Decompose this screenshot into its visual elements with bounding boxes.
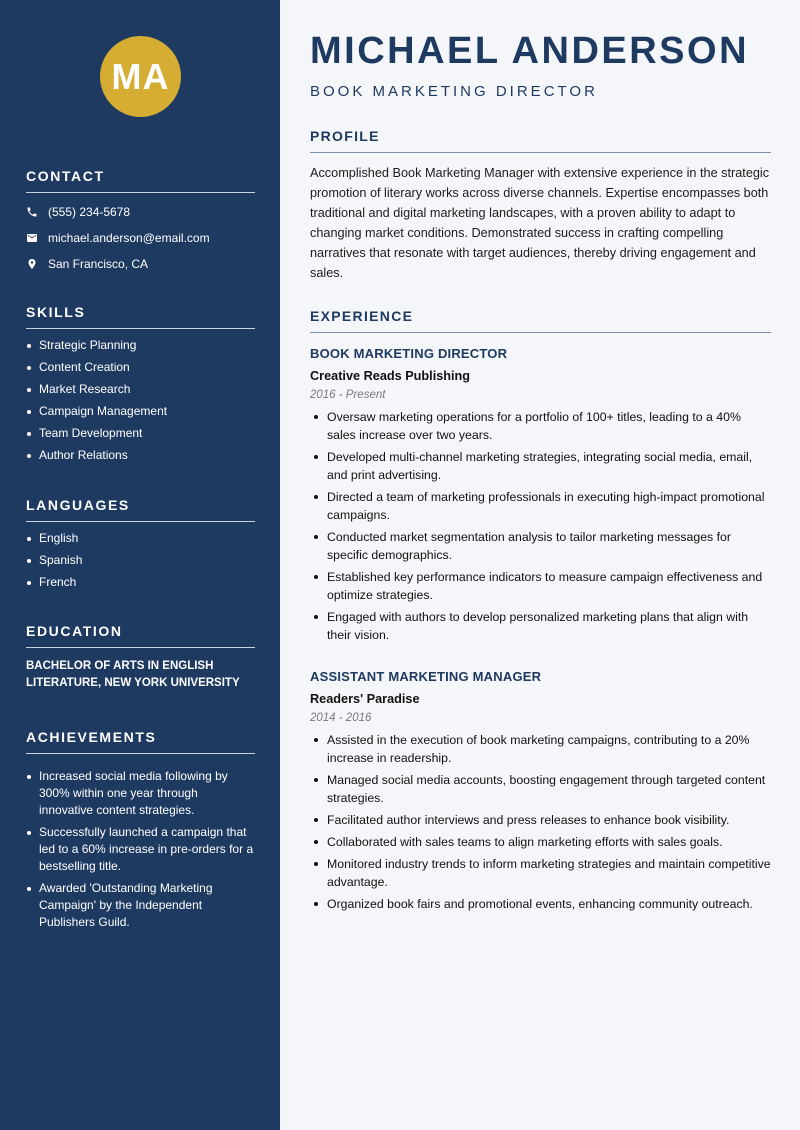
job-bullet: Engaged with authors to develop personalized marketing plans that align with their vision. (310, 608, 771, 644)
achievement-item: Successfully launched a campaign that led to a 60% increase in pre-orders for a bestselling title. (26, 824, 255, 875)
job-dates: 2016 - Present (310, 389, 386, 401)
skill-item: Strategic Planning (26, 337, 255, 354)
skill-item: Team Development (26, 425, 255, 442)
job-bullets (310, 731, 771, 913)
education-section (26, 623, 255, 692)
job-bullet: Assisted in the execution of book marketing campaigns, contributing to a 20% increase in readership. (310, 731, 771, 767)
language-item: English (26, 530, 255, 547)
skills-section (26, 304, 255, 469)
job-dates: 2014 - 2016 (310, 712, 372, 724)
person-title: BOOK MARKETING DIRECTOR (310, 83, 598, 100)
phone-text: (555) 234-5678 (48, 205, 131, 219)
job-bullet: Developed multi-channel marketing strategies, integrating social media, email, and print advertising. (310, 448, 771, 484)
skills-heading: SKILLS (26, 304, 255, 329)
contact-section (26, 168, 255, 277)
skill-item: Campaign Management (26, 403, 255, 420)
experience-heading: EXPERIENCE (310, 308, 771, 333)
languages-list (26, 530, 255, 591)
skill-item: Content Creation (26, 359, 255, 376)
achievement-item: Increased social media following by 300% within one year through innovative content strategies. (26, 768, 255, 819)
achievements-list (26, 768, 255, 931)
email-text: michael.anderson@email.com (48, 231, 210, 245)
profile-section (310, 128, 771, 283)
job-bullet: Directed a team of marketing professionals in executing high-impact promotional campaigns. (310, 488, 771, 524)
job-bullets (310, 408, 771, 644)
achievements-heading: ACHIEVEMENTS (26, 729, 255, 754)
languages-heading: LANGUAGES (26, 497, 255, 522)
job-role: ASSISTANT MARKETING MANAGER (310, 669, 542, 684)
achievements-section (26, 729, 255, 936)
job-company: Readers' Paradise (310, 692, 420, 706)
skill-item: Market Research (26, 381, 255, 398)
location-text: San Francisco, CA (48, 257, 149, 271)
languages-section (26, 497, 255, 596)
contact-heading: CONTACT (26, 168, 255, 193)
email-icon (26, 232, 48, 244)
job-bullet: Established key performance indicators to measure campaign effectiveness and optimize strategies. (310, 568, 771, 604)
job-role: BOOK MARKETING DIRECTOR (310, 346, 508, 361)
language-item: Spanish (26, 552, 255, 569)
sidebar (0, 0, 280, 1130)
profile-heading: PROFILE (310, 128, 771, 153)
contact-list (26, 199, 255, 277)
contact-email (26, 225, 255, 251)
language-item: French (26, 574, 255, 591)
profile-text: Accomplished Book Marketing Manager with extensive experience in the strategic promotion of literary works across diverse channels. Expertise encompasses both traditional and digital marketing landscapes, with a proven ability to adapt to changing market conditions. Demonstrated success in crafting compelling narratives that resonate with target audiences, thereby driving engagement and sales. (310, 166, 770, 280)
job-bullet: Organized book fairs and promotional events, enhancing community outreach. (310, 895, 771, 913)
person-name: MICHAEL ANDERSON (310, 30, 750, 72)
achievement-item: Awarded 'Outstanding Marketing Campaign' by the Independent Publishers Guild. (26, 880, 255, 931)
contact-location (26, 251, 255, 277)
job-bullet: Monitored industry trends to inform marketing strategies and maintain competitive advantage. (310, 855, 771, 891)
job-bullet: Oversaw marketing operations for a portfolio of 100+ titles, leading to a 40% sales increase over two years. (310, 408, 771, 444)
skill-item: Author Relations (26, 447, 255, 464)
skills-list (26, 337, 255, 464)
experience-section (310, 308, 771, 333)
job-entry (310, 346, 771, 648)
job-bullet: Facilitated author interviews and press releases to enhance book visibility. (310, 811, 771, 829)
location-pin-icon (26, 258, 48, 270)
job-bullet: Conducted market segmentation analysis to tailor marketing messages for specific demographics. (310, 528, 771, 564)
job-company: Creative Reads Publishing (310, 369, 471, 383)
job-bullet: Managed social media accounts, boosting engagement through targeted content strategies. (310, 771, 771, 807)
job-entry (310, 669, 771, 917)
job-bullet: Collaborated with sales teams to align marketing efforts with sales goals. (310, 833, 771, 851)
education-degree: BACHELOR OF ARTS IN ENGLISH LITERATURE, NEW YORK UNIVERSITY (26, 660, 240, 689)
phone-icon (26, 206, 48, 218)
contact-phone (26, 199, 255, 225)
education-heading: EDUCATION (26, 623, 255, 648)
avatar-initials: MA (100, 36, 181, 117)
